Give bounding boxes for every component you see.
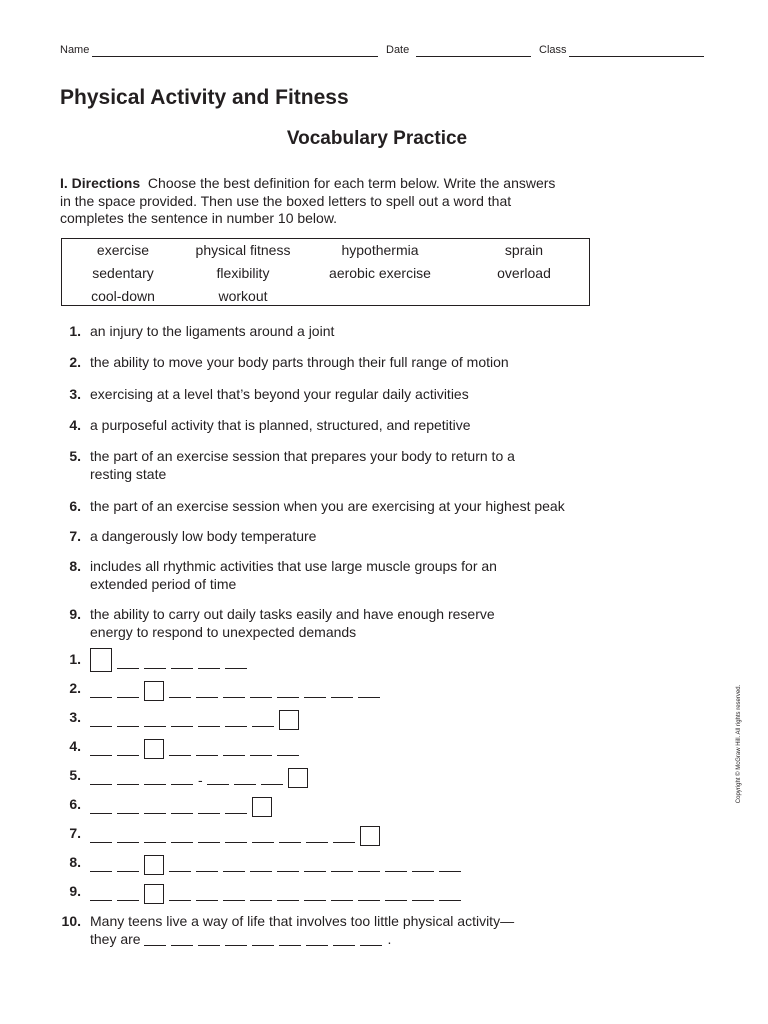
question-10-text: [90, 912, 650, 948]
boxed-letter[interactable]: [144, 681, 164, 701]
answer-blanks[interactable]: [90, 675, 385, 701]
date-field[interactable]: [416, 56, 531, 57]
answer-number: 8.: [69, 854, 81, 870]
header-fields: [60, 44, 704, 60]
word-bank-term: workout: [218, 288, 268, 304]
question-10-prefix: they are: [90, 931, 141, 947]
question-text: the ability to carry out daily tasks easily and have enough reserve energy to respond to unexpected demands: [90, 606, 495, 640]
question-number: 1.: [69, 323, 81, 339]
answer-number: 1.: [69, 651, 81, 667]
word-bank-term: cool-down: [91, 288, 155, 304]
question-text: the part of an exercise session that prepares your body to return to a resting state: [90, 448, 515, 482]
answer-blanks[interactable]: [90, 820, 385, 846]
answer-blanks[interactable]: [90, 849, 466, 875]
page-subtitle: Vocabulary Practice: [286, 128, 468, 149]
question-text: the part of an exercise session when you are exercising at your highest peak: [90, 498, 565, 514]
boxed-letter[interactable]: [252, 797, 272, 817]
directions: [60, 175, 560, 228]
answer-row: [60, 646, 560, 672]
question-text: the ability to move your body parts through their full range of motion: [90, 354, 509, 370]
name-field[interactable]: [92, 56, 378, 57]
word-bank-term: aerobic exercise: [329, 265, 431, 281]
question-number: 9.: [69, 606, 81, 622]
answer-blanks[interactable]: [90, 791, 277, 817]
copyright-notice: Copyright © McGraw Hill. All rights reserved.: [736, 684, 742, 804]
question-10-line1: Many teens live a way of life that involves too little physical activity—: [90, 913, 515, 929]
answer-number: 3.: [69, 709, 81, 725]
word-bank-term: hypothermia: [341, 242, 419, 258]
directions-text: Choose the best definition for each term below. Write the answers in the space provided. Then use the boxed letters to spell out a word that completes the sentence in number 10 below.: [60, 175, 556, 226]
question-text: an injury to the ligaments around a joint: [90, 323, 335, 339]
answer-row: [60, 820, 560, 846]
boxed-letter[interactable]: [279, 710, 299, 730]
question-text: a purposeful activity that is planned, structured, and repetitive: [90, 417, 471, 433]
answer-row: [60, 849, 560, 875]
question-number: 6.: [69, 498, 81, 514]
directions-lead: I. Directions: [60, 175, 141, 191]
answer-number: 5.: [69, 767, 81, 783]
answer-blanks[interactable]: [90, 646, 252, 672]
word-bank-term: sedentary: [92, 265, 154, 281]
question-number: 7.: [69, 528, 81, 544]
question-number: 3.: [69, 386, 81, 402]
answer-row: [60, 704, 560, 730]
boxed-letter[interactable]: [144, 739, 164, 759]
question-text: exercising at a level that’s beyond your regular daily activities: [90, 386, 469, 402]
question-text: a dangerously low body temperature: [90, 528, 317, 544]
class-field[interactable]: [569, 56, 704, 57]
name-label: Name: [60, 44, 90, 56]
answer-number: 7.: [69, 825, 81, 841]
answer-blanks[interactable]: [90, 704, 304, 730]
boxed-letter[interactable]: [288, 768, 308, 788]
word-bank-term: overload: [497, 265, 551, 281]
boxed-letter[interactable]: [360, 826, 380, 846]
final-answer-blanks[interactable]: [144, 931, 387, 947]
answer-row: [60, 762, 560, 788]
class-label: Class: [539, 44, 567, 56]
answer-number: 2.: [69, 680, 81, 696]
word-bank-term: flexibility: [216, 265, 270, 281]
answer-blanks[interactable]: [90, 878, 466, 904]
answer-row: [60, 878, 560, 904]
answer-row: [60, 675, 560, 701]
question-number: 8.: [69, 558, 81, 574]
answer-number: 6.: [69, 796, 81, 812]
answer-number: 4.: [69, 738, 81, 754]
boxed-letter[interactable]: [144, 884, 164, 904]
answer-blanks[interactable]: -: [90, 762, 313, 788]
question-text: includes all rhythmic activities that use large muscle groups for an extended period of time: [90, 558, 497, 592]
answer-row: [60, 733, 560, 759]
page-title: Physical Activity and Fitness: [60, 86, 349, 109]
question-number: 2.: [69, 354, 81, 370]
boxed-letter[interactable]: [90, 648, 112, 672]
question-10-line2: [90, 930, 650, 948]
answer-row: [60, 791, 560, 817]
word-bank-term: exercise: [96, 242, 150, 258]
word-bank-term: physical fitness: [195, 242, 291, 258]
question-number: 4.: [69, 417, 81, 433]
answer-number: 9.: [69, 883, 81, 899]
question-number: 5.: [69, 448, 81, 464]
word-bank: [61, 238, 590, 306]
question-10-suffix: .: [387, 931, 392, 947]
word-bank-term: sprain: [504, 242, 544, 258]
boxed-letter[interactable]: [144, 855, 164, 875]
question-number: 10.: [61, 913, 81, 929]
answer-blanks[interactable]: [90, 733, 304, 759]
date-label: Date: [386, 44, 410, 56]
